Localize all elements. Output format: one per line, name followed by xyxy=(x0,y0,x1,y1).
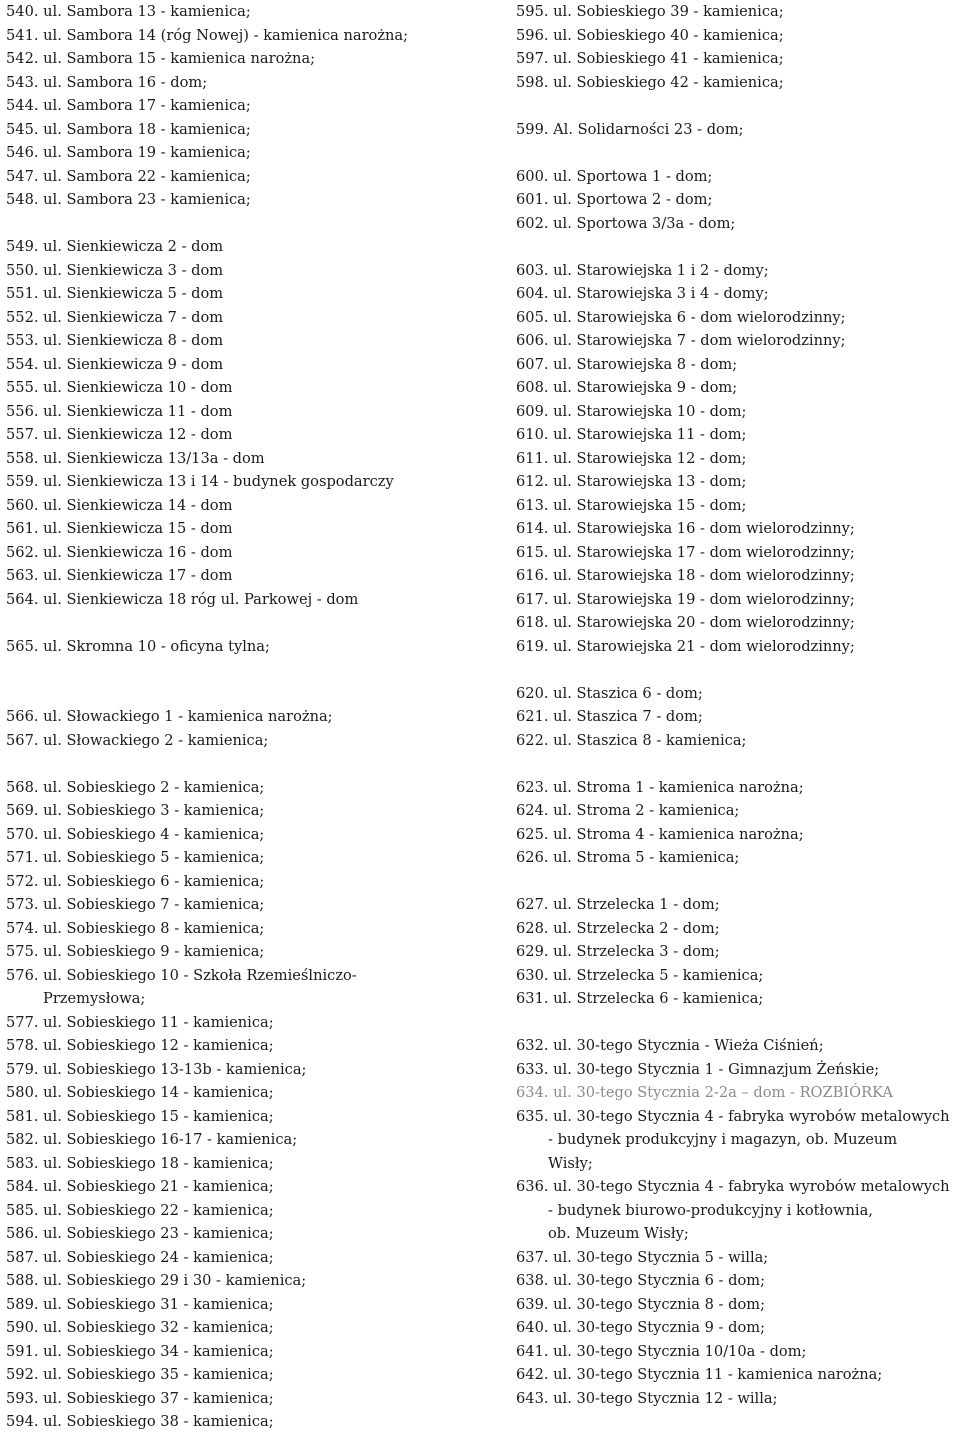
list-item: 549. ul. Sienkiewicza 2 - dom xyxy=(6,238,224,255)
list-item: 583. ul. Sobieskiego 18 - kamienica; xyxy=(6,1154,274,1172)
list-item: 606. ul. Starowiejska 7 - dom wielorodzinny; xyxy=(516,332,846,349)
list-item: 604. ul. Starowiejska 3 i 4 - domy; xyxy=(516,285,769,302)
list-item: 585. ul. Sobieskiego 22 - kamienica; xyxy=(6,1201,274,1219)
list-item: 592. ul. Sobieskiego 35 - kamienica; xyxy=(6,1366,274,1383)
list-item: 575. ul. Sobieskiego 9 - kamienica; xyxy=(6,943,265,960)
list-item: 632. ul. 30-tego Stycznia - Wieża Ciśnień; xyxy=(516,1037,824,1054)
list-item: 637. ul. 30-tego Stycznia 5 - willa; xyxy=(516,1248,769,1266)
list-item: 579. ul. Sobieskiego 13-13b - kamienica; xyxy=(6,1060,307,1078)
list-item: 600. ul. Sportowa 1 - dom; xyxy=(516,167,713,185)
spacer xyxy=(516,1011,960,1035)
spacer xyxy=(6,611,506,635)
list-item: 597. ul. Sobieskiego 41 - kamienica; xyxy=(516,50,784,67)
list-item: 619. ul. Starowiejska 21 - dom wielorodzinny; xyxy=(516,637,855,655)
list-item: 630. ul. Strzelecka 5 - kamienica; xyxy=(516,966,764,984)
list-item: 612. ul. Starowiejska 13 - dom; xyxy=(516,473,747,490)
list-item-line: - budynek produkcyjny i magazyn, ob. Muzeum xyxy=(548,1131,898,1148)
list-item: 634. ul. 30-tego Stycznia 2-2a – dom - ROZBIÓRKA xyxy=(516,1084,893,1101)
list-item: 643. ul. 30-tego Stycznia 12 - willa; xyxy=(516,1389,778,1407)
list-item: 615. ul. Starowiejska 17 - dom wielorodzinny; xyxy=(516,543,855,561)
list-item: 548. ul. Sambora 23 - kamienica; xyxy=(6,191,251,208)
list-item: 601. ul. Sportowa 2 - dom; xyxy=(516,191,713,208)
list-item: 602. ul. Sportowa 3/3a - dom; xyxy=(516,214,736,232)
list-item-line: 636. ul. 30-tego Stycznia 4 - fabryka wyrobów metalowych xyxy=(516,1178,950,1195)
list-item: 550. ul. Sienkiewicza 3 - dom xyxy=(6,261,224,279)
list-item: 587. ul. Sobieskiego 24 - kamienica; xyxy=(6,1248,274,1266)
list-item: 572. ul. Sobieskiego 6 - kamienica; xyxy=(6,872,265,890)
list-item: 556. ul. Sienkiewicza 11 - dom xyxy=(6,402,233,420)
list-item: 594. ul. Sobieskiego 38 - kamienica; xyxy=(6,1413,274,1430)
list-item: 569. ul. Sobieskiego 3 - kamienica; xyxy=(6,802,265,819)
list-item: 558. ul. Sienkiewicza 13/13a - dom xyxy=(6,449,265,467)
spacer xyxy=(516,658,960,682)
list-item-line: Przemysłowa; xyxy=(43,990,146,1007)
list-item: 577. ul. Sobieskiego 11 - kamienica; xyxy=(6,1013,274,1031)
list-item: 591. ul. Sobieskiego 34 - kamienica; xyxy=(6,1342,274,1360)
list-item: 640. ul. 30-tego Stycznia 9 - dom; xyxy=(516,1319,765,1336)
list-item: 541. ul. Sambora 14 (róg Nowej) - kamienica narożna; xyxy=(6,26,409,44)
list-item: 542. ul. Sambora 15 - kamienica narożna; xyxy=(6,50,316,67)
spacer xyxy=(516,94,960,118)
list-item: 566. ul. Słowackiego 1 - kamienica narożna; xyxy=(6,708,333,725)
list-item: 608. ul. Starowiejska 9 - dom; xyxy=(516,379,738,396)
list-item: 563. ul. Sienkiewicza 17 - dom xyxy=(6,567,233,584)
list-item: 562. ul. Sienkiewicza 16 - dom xyxy=(6,543,233,561)
list-item xyxy=(516,1175,960,1246)
list-item: 603. ul. Starowiejska 1 i 2 - domy; xyxy=(516,261,769,279)
list-item xyxy=(516,1105,960,1176)
spacer xyxy=(516,235,960,259)
list-item: 624. ul. Stroma 2 - kamienica; xyxy=(516,802,740,819)
list-item: 571. ul. Sobieskiego 5 - kamienica; xyxy=(6,849,265,866)
list-item: 614. ul. Starowiejska 16 - dom wielorodzinny; xyxy=(516,520,855,537)
spacer xyxy=(516,752,960,776)
list-item: 638. ul. 30-tego Stycznia 6 - dom; xyxy=(516,1272,765,1289)
list-item: 617. ul. Starowiejska 19 - dom wielorodzinny; xyxy=(516,590,855,608)
list-item: 609. ul. Starowiejska 10 - dom; xyxy=(516,402,747,420)
list-item: 553. ul. Sienkiewicza 8 - dom xyxy=(6,332,224,349)
list-item: 557. ul. Sienkiewicza 12 - dom xyxy=(6,426,233,443)
list-item: 582. ul. Sobieskiego 16-17 - kamienica; xyxy=(6,1131,298,1148)
list-item: 641. ul. 30-tego Stycznia 10/10a - dom; xyxy=(516,1342,807,1360)
list-item: 631. ul. Strzelecka 6 - kamienica; xyxy=(516,990,764,1007)
list-item: 590. ul. Sobieskiego 32 - kamienica; xyxy=(6,1319,274,1336)
list-item: 596. ul. Sobieskiego 40 - kamienica; xyxy=(516,26,784,44)
list-item: 642. ul. 30-tego Stycznia 11 - kamienica narożna; xyxy=(516,1366,883,1383)
list-item: 593. ul. Sobieskiego 37 - kamienica; xyxy=(6,1389,274,1407)
list-item: 580. ul. Sobieskiego 14 - kamienica; xyxy=(6,1084,274,1101)
spacer xyxy=(516,870,960,894)
list-item: 629. ul. Strzelecka 3 - dom; xyxy=(516,943,720,960)
list-item: 561. ul. Sienkiewicza 15 - dom xyxy=(6,520,233,537)
list-item: 581. ul. Sobieskiego 15 - kamienica; xyxy=(6,1107,274,1125)
list-item-line: 635. ul. 30-tego Stycznia 4 - fabryka wyrobów metalowych xyxy=(516,1107,950,1125)
list-item: 555. ul. Sienkiewicza 10 - dom xyxy=(6,379,233,396)
list-item: 625. ul. Stroma 4 - kamienica narożna; xyxy=(516,825,804,843)
list-item: 554. ul. Sienkiewicza 9 - dom xyxy=(6,355,224,373)
list-item: 627. ul. Strzelecka 1 - dom; xyxy=(516,896,720,913)
list-item: 584. ul. Sobieskiego 21 - kamienica; xyxy=(6,1178,274,1195)
list-item: 628. ul. Strzelecka 2 - dom; xyxy=(516,919,720,937)
list-item: 560. ul. Sienkiewicza 14 - dom xyxy=(6,496,233,514)
list-item-line: Wisły; xyxy=(548,1154,593,1172)
list-item: 613. ul. Starowiejska 15 - dom; xyxy=(516,496,747,514)
list-item-line: - budynek biurowo-produkcyjny i kotłownia, xyxy=(548,1201,873,1219)
list-item: 568. ul. Sobieskiego 2 - kamienica; xyxy=(6,778,265,796)
list-item: 618. ul. Starowiejska 20 - dom wielorodzinny; xyxy=(516,614,855,631)
list-item: 616. ul. Starowiejska 18 - dom wielorodzinny; xyxy=(516,567,855,584)
list-item: 589. ul. Sobieskiego 31 - kamienica; xyxy=(6,1295,274,1313)
list-item: 595. ul. Sobieskiego 39 - kamienica; xyxy=(516,3,784,20)
list-item: 607. ul. Starowiejska 8 - dom; xyxy=(516,355,738,373)
spacer xyxy=(6,752,506,776)
list-item: 540. ul. Sambora 13 - kamienica; xyxy=(6,3,251,20)
list-item: 626. ul. Stroma 5 - kamienica; xyxy=(516,849,740,866)
list-item: 605. ul. Starowiejska 6 - dom wielorodzinny; xyxy=(516,308,846,326)
list-item: 547. ul. Sambora 22 - kamienica; xyxy=(6,167,251,185)
list-item: 586. ul. Sobieskiego 23 - kamienica; xyxy=(6,1225,274,1242)
spacer xyxy=(516,141,960,165)
list-item-line: ob. Muzeum Wisły; xyxy=(548,1225,689,1242)
left-column xyxy=(6,0,506,1434)
list-item: 570. ul. Sobieskiego 4 - kamienica; xyxy=(6,825,265,843)
list-item xyxy=(6,964,506,1011)
list-item: 559. ul. Sienkiewicza 13 i 14 - budynek gospodarczy xyxy=(6,473,394,490)
list-item: 544. ul. Sambora 17 - kamienica; xyxy=(6,97,251,114)
list-item: 588. ul. Sobieskiego 29 i 30 - kamienica; xyxy=(6,1272,307,1289)
list-item: 574. ul. Sobieskiego 8 - kamienica; xyxy=(6,919,265,937)
list-item: 622. ul. Staszica 8 - kamienica; xyxy=(516,731,747,749)
list-item: 611. ul. Starowiejska 12 - dom; xyxy=(516,449,747,467)
list-item: 546. ul. Sambora 19 - kamienica; xyxy=(6,144,251,161)
list-item: 621. ul. Staszica 7 - dom; xyxy=(516,708,703,725)
spacer xyxy=(6,658,506,705)
list-item: 598. ul. Sobieskiego 42 - kamienica; xyxy=(516,73,784,91)
list-item: 567. ul. Słowackiego 2 - kamienica; xyxy=(6,731,269,749)
right-column xyxy=(516,0,960,1410)
list-item-line: 576. ul. Sobieskiego 10 - Szkoła Rzemieślniczo- xyxy=(6,966,357,984)
list-item: 610. ul. Starowiejska 11 - dom; xyxy=(516,426,747,443)
list-item: 552. ul. Sienkiewicza 7 - dom xyxy=(6,308,224,326)
list-item: 565. ul. Skromna 10 - oficyna tylna; xyxy=(6,637,270,655)
list-item: 551. ul. Sienkiewicza 5 - dom xyxy=(6,285,224,302)
list-item: 573. ul. Sobieskiego 7 - kamienica; xyxy=(6,896,265,913)
list-item: 623. ul. Stroma 1 - kamienica narożna; xyxy=(516,778,804,796)
list-item: 545. ul. Sambora 18 - kamienica; xyxy=(6,120,251,138)
list-item: 620. ul. Staszica 6 - dom; xyxy=(516,684,703,702)
list-item: 599. Al. Solidarności 23 - dom; xyxy=(516,120,744,138)
spacer xyxy=(6,212,506,236)
list-item: 578. ul. Sobieskiego 12 - kamienica; xyxy=(6,1037,274,1054)
list-item: 543. ul. Sambora 16 - dom; xyxy=(6,73,208,91)
list-item: 633. ul. 30-tego Stycznia 1 - Gimnazjum Żeńskie; xyxy=(516,1060,880,1078)
list-item: 564. ul. Sienkiewicza 18 róg ul. Parkowej - dom xyxy=(6,590,359,608)
list-item: 639. ul. 30-tego Stycznia 8 - dom; xyxy=(516,1295,765,1313)
